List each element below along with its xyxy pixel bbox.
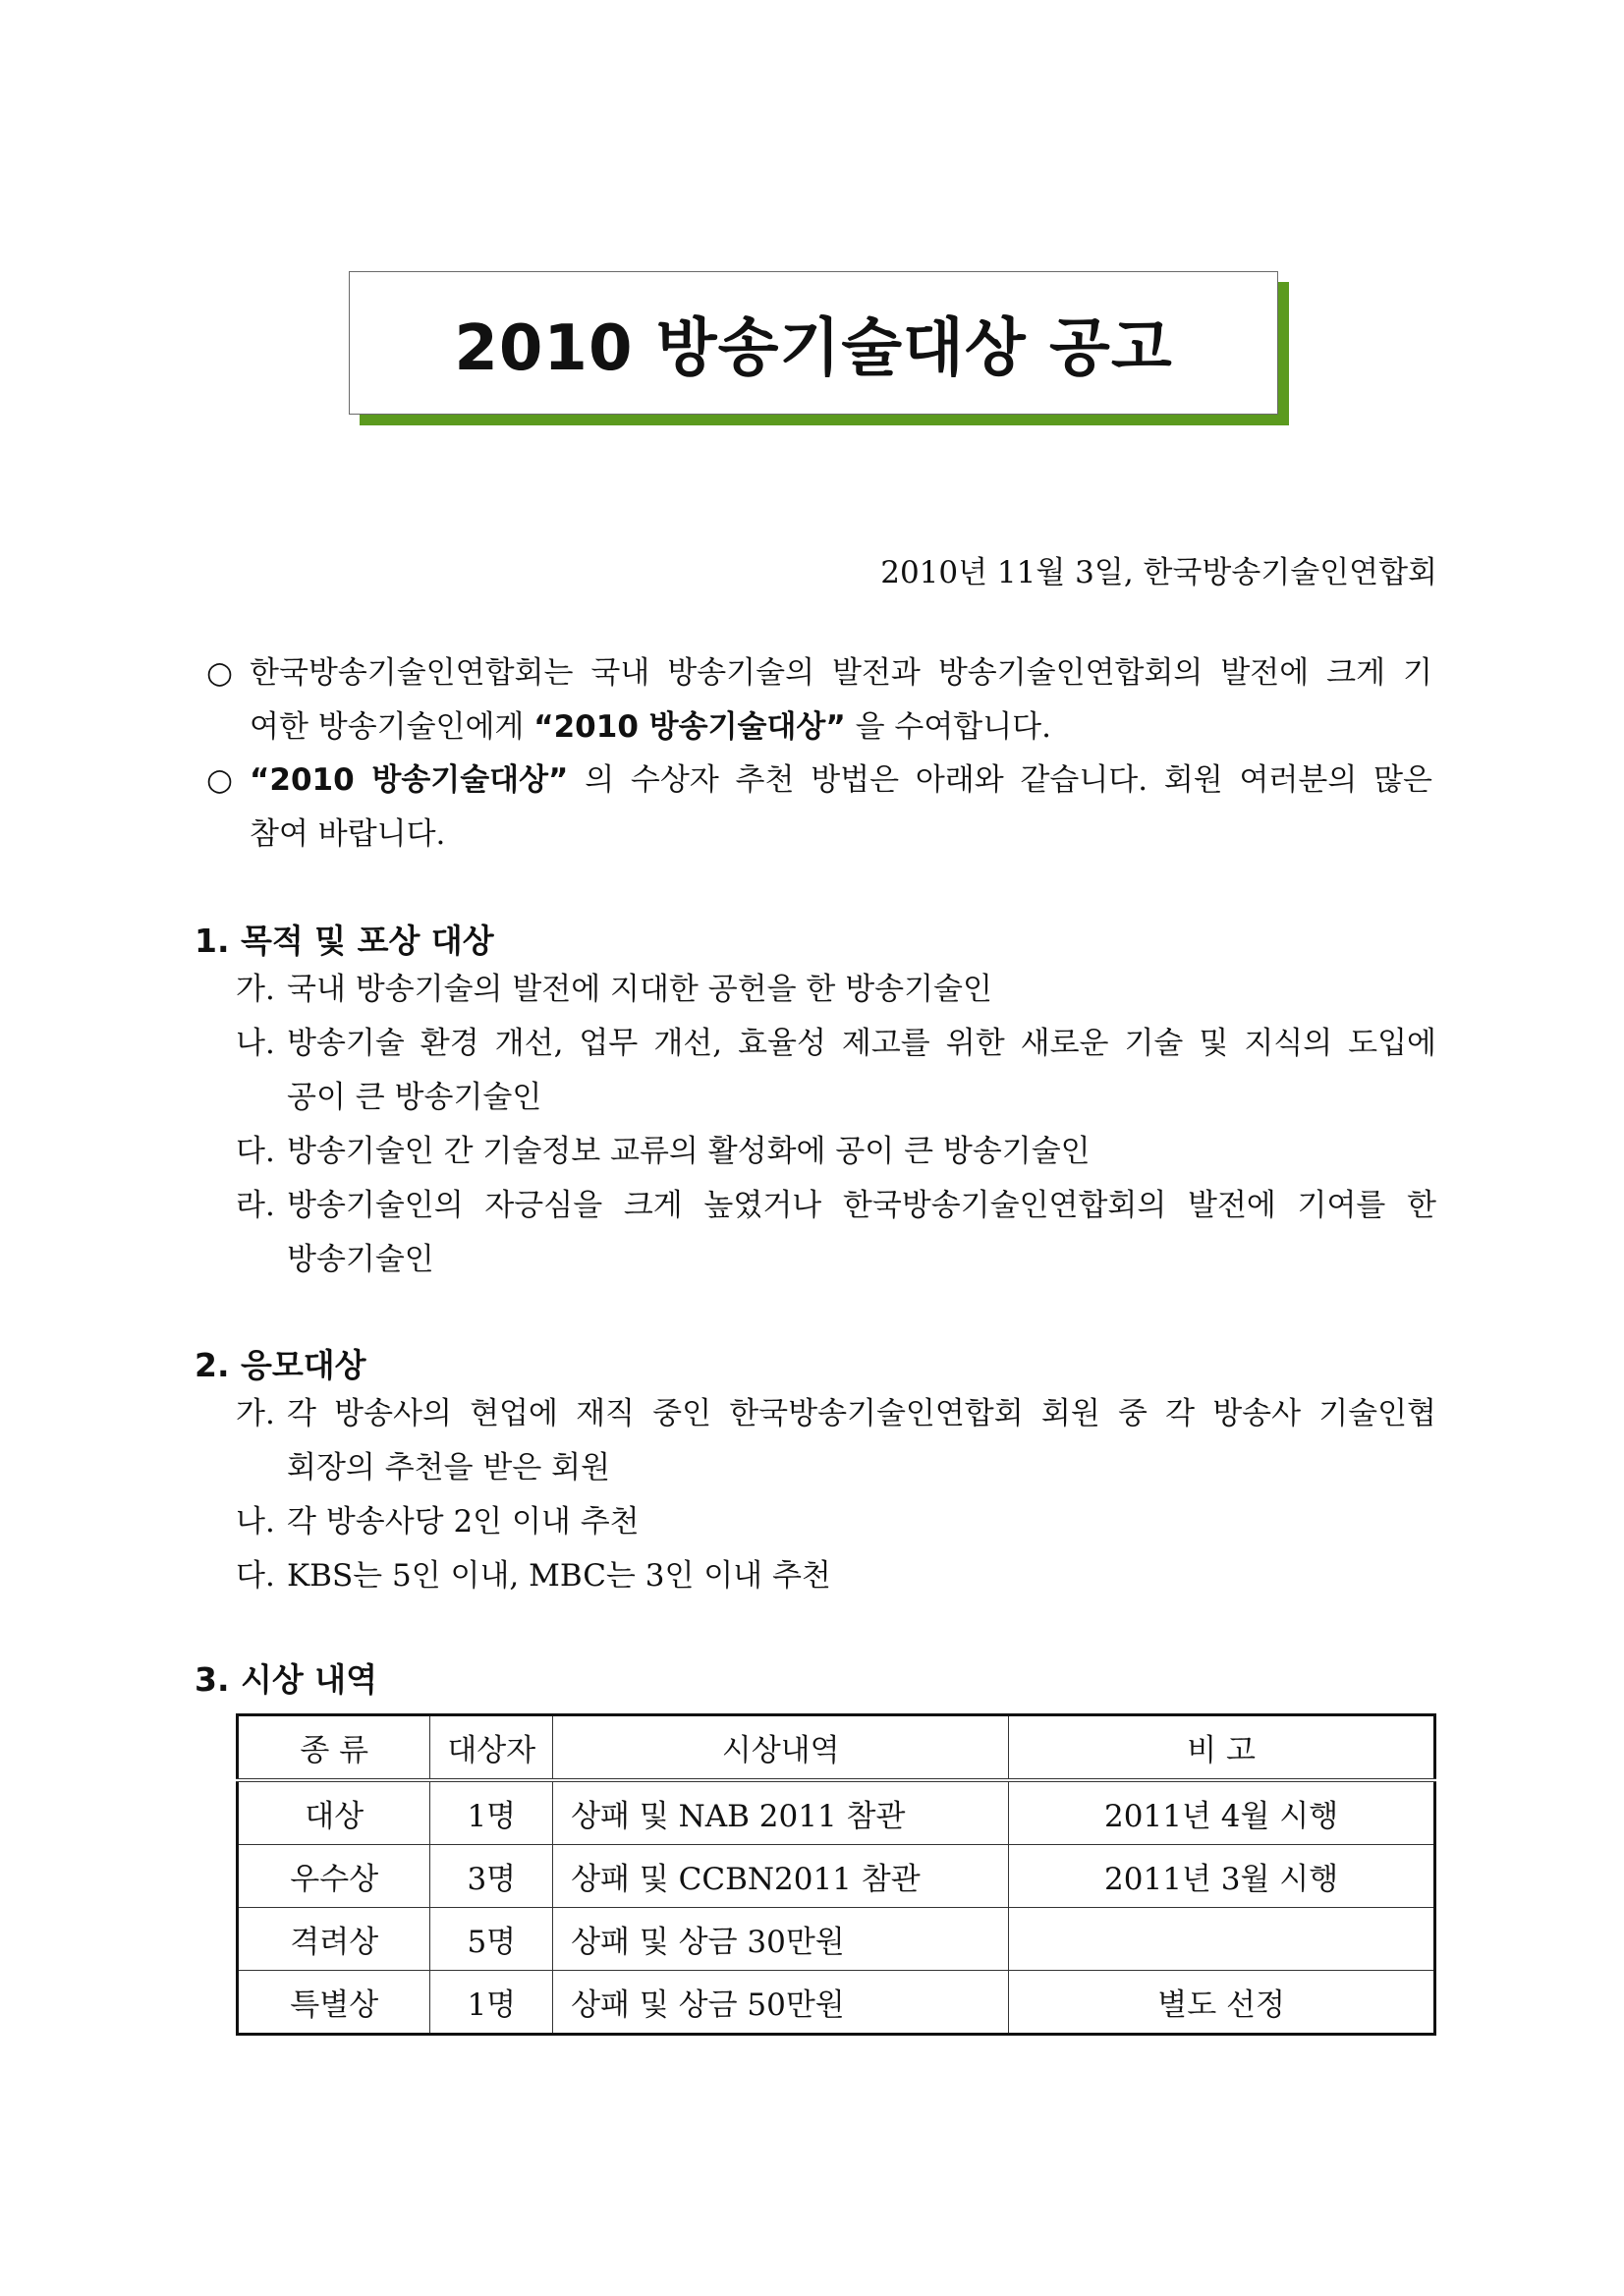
table-row — [238, 1971, 1435, 2035]
page-title: 2010 방송기술대상 공고 — [454, 312, 1173, 385]
table-row — [238, 1845, 1435, 1908]
cell-remarks: 2011년 3월 시행 — [1009, 1845, 1435, 1908]
bullet-line-continued — [250, 700, 1051, 755]
column-header-type: 종 류 — [238, 1715, 430, 1781]
list-item-text: 방송기술 환경 개선, 업무 개선, 효율성 제고를 위한 새로운 기술 및 지식의 도입에 — [287, 1026, 1436, 1061]
bullet-line — [250, 754, 1432, 808]
cell-remarks: 별도 선정 — [1009, 1971, 1435, 2035]
list-item-text: 각 방송사의 현업에 재직 중인 한국방송기술인연합회 회원 중 각 방송사 기술인협 — [287, 1396, 1436, 1431]
list-item-text-continued: 방송기술인 — [287, 1242, 434, 1277]
list-item-text: 방송기술인 간 기술정보 교류의 활성화에 공이 큰 방송기술인 — [287, 1134, 1091, 1169]
cell-recipients: 5명 — [430, 1908, 553, 1971]
section-heading-eligibility: 2. 응모대상 — [195, 1346, 366, 1384]
list-item-label: 다. — [236, 1558, 275, 1594]
list-item-label: 나. — [236, 1504, 275, 1540]
cell-details: 상패 및 NAB 2011 참관 — [553, 1780, 1009, 1845]
list-item-text: 방송기술인의 자긍심을 크게 높였거나 한국방송기술인연합회의 발전에 기여를 한 — [287, 1188, 1436, 1223]
bullet-line-text: 여한 방송기술인에게 — [250, 709, 534, 745]
table-header-row — [238, 1715, 1435, 1781]
bullet-mark: ○ — [206, 655, 234, 691]
section-heading-purpose: 1. 목적 및 포상 대상 — [195, 922, 494, 960]
list-item-text-continued: 회장의 추천을 받은 회원 — [287, 1450, 611, 1485]
cell-recipients: 1명 — [430, 1780, 553, 1845]
column-header-recipients: 대상자 — [430, 1715, 553, 1781]
bullet-mark: ○ — [206, 762, 234, 798]
list-item-label: 가. — [236, 972, 275, 1007]
cell-type: 격려상 — [238, 1908, 430, 1971]
award-name-emphasis: “2010 방송기술대상” — [250, 762, 569, 798]
cell-type: 특별상 — [238, 1971, 430, 2035]
list-item-text: 각 방송사당 2인 이내 추천 — [287, 1504, 640, 1540]
list-item-text: 국내 방송기술의 발전에 지대한 공헌을 한 방송기술인 — [287, 972, 992, 1007]
title-box — [349, 271, 1278, 415]
awards-table — [236, 1713, 1436, 2036]
cell-remarks — [1009, 1908, 1435, 1971]
list-item-text: KBS는 5인 이내, MBC는 3인 이내 추천 — [287, 1558, 831, 1594]
cell-details: 상패 및 CCBN2011 참관 — [553, 1845, 1009, 1908]
table-row — [238, 1780, 1435, 1845]
column-header-remarks: 비 고 — [1009, 1715, 1435, 1781]
list-item-label: 라. — [236, 1188, 275, 1223]
cell-recipients: 1명 — [430, 1971, 553, 2035]
list-item-label: 다. — [236, 1134, 275, 1169]
cell-type: 우수상 — [238, 1845, 430, 1908]
cell-type: 대상 — [238, 1780, 430, 1845]
column-header-details: 시상내역 — [553, 1715, 1009, 1781]
list-item-label: 나. — [236, 1026, 275, 1061]
bullet-line-text: 의 수상자 추천 방법은 아래와 같습니다. 회원 여러분의 많은 — [568, 762, 1432, 798]
table-row — [238, 1908, 1435, 1971]
cell-recipients: 3명 — [430, 1845, 553, 1908]
bullet-line-text: 을 수여합니다. — [845, 709, 1051, 745]
list-item-label: 가. — [236, 1396, 275, 1431]
cell-remarks: 2011년 4월 시행 — [1009, 1780, 1435, 1845]
cell-details: 상패 및 상금 30만원 — [553, 1908, 1009, 1971]
award-name-emphasis: “2010 방송기술대상” — [533, 709, 846, 745]
bullet-line: 한국방송기술인연합회는 국내 방송기술의 발전과 방송기술인연합회의 발전에 크게 기 — [250, 655, 1432, 691]
list-item-text-continued: 공이 큰 방송기술인 — [287, 1080, 542, 1115]
title-frame — [349, 271, 1278, 415]
cell-details: 상패 및 상금 50만원 — [553, 1971, 1009, 2035]
section-heading-awards: 3. 시상 내역 — [195, 1660, 377, 1699]
date-issuer-line: 2010년 11월 3일, 한국방송기술인연합회 — [880, 555, 1437, 590]
bullet-line-continued: 참여 바랍니다. — [250, 816, 446, 852]
